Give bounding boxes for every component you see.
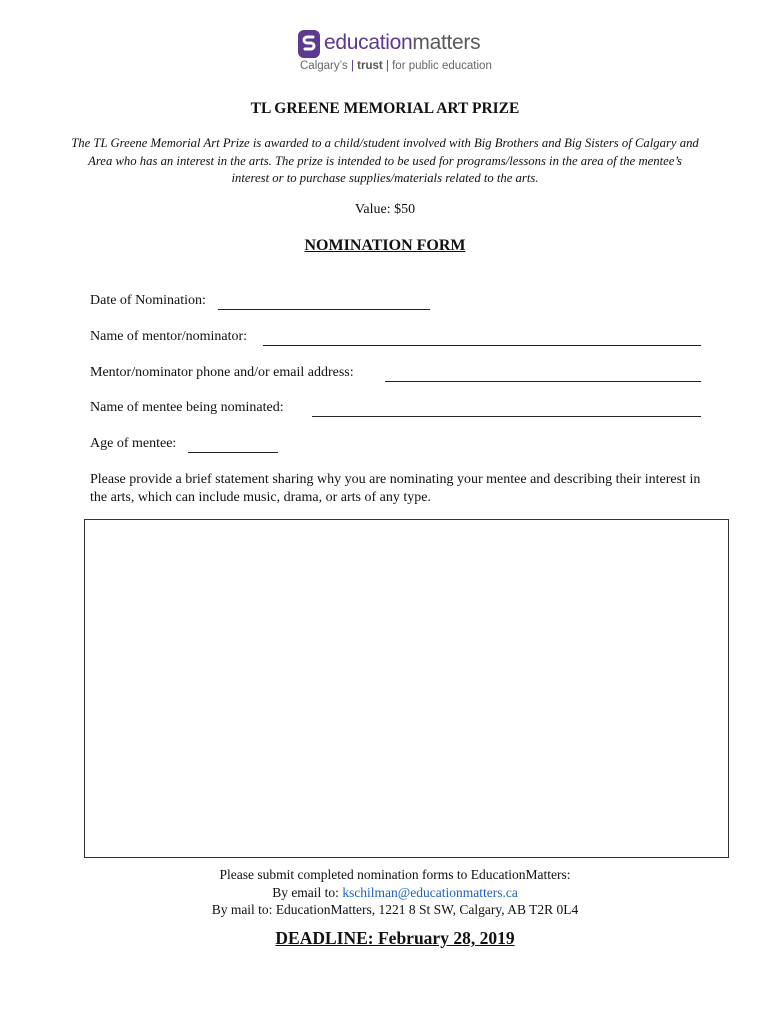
prize-description: The TL Greene Memorial Art Prize is awarded to a child/student involved with Big Brothers and Big Sisters of Calgary and Area who has an interest in the arts. The prize is intended to be used for programs/lessons in the area of the mentee’s interest or to purchase supplies/materials related to the arts. [71, 136, 699, 185]
date-input-line[interactable] [218, 309, 430, 310]
mentor-name-input-line[interactable] [263, 345, 701, 346]
tagline-divider-2: | [385, 60, 389, 72]
mentor-contact-input-line[interactable] [385, 381, 701, 382]
mentor-name-label: Name of mentor/nominator: [90, 329, 248, 344]
mentee-name-input-line[interactable] [312, 416, 701, 417]
mentor-contact-label: Mentor/nominator phone and/or email address: [90, 365, 354, 380]
tagline-part3: for public education [392, 60, 492, 72]
statement-prompt: Please provide a brief statement sharing why you are nominating your mentee and describing their interest in the arts, which can include music, drama, or arts of any type. [90, 472, 701, 505]
submit-mail-line: By mail to: EducationMatters, 1221 8 St SW, Calgary, AB T2R 0L4 [211, 902, 579, 917]
logo-tagline [300, 60, 492, 72]
educationmatters-logo [298, 28, 498, 78]
logo-word-matters: matters [412, 31, 481, 54]
logo-word-education: education [324, 31, 413, 54]
form-heading: NOMINATION FORM [304, 237, 466, 254]
submit-email-line [0, 884, 770, 902]
tagline-divider-1: | [350, 60, 354, 72]
mentee-age-input-line[interactable] [188, 452, 278, 453]
date-field-label: Date of Nomination: [90, 293, 206, 308]
tagline-part2: trust [357, 60, 383, 72]
mentee-age-label: Age of mentee: [90, 436, 177, 451]
submission-instructions [0, 866, 770, 919]
statement-answer-box[interactable] [84, 519, 729, 858]
email-label: By email to: [272, 884, 339, 900]
logo-mark-icon [298, 30, 320, 58]
logo-wordmark [324, 30, 480, 56]
tagline-part1: Calgary’s [300, 60, 348, 72]
mentee-name-label: Name of mentee being nominated: [90, 400, 284, 415]
page-title: TL GREENE MEMORIAL ART PRIZE [250, 100, 520, 117]
prize-value: Value: $50 [354, 202, 416, 217]
deadline: DEADLINE: February 28, 2019 [275, 928, 515, 948]
submit-line: Please submit completed nomination forms to EducationMatters: [219, 867, 571, 882]
email-link[interactable]: kschilman@educationmatters.ca [342, 884, 518, 900]
